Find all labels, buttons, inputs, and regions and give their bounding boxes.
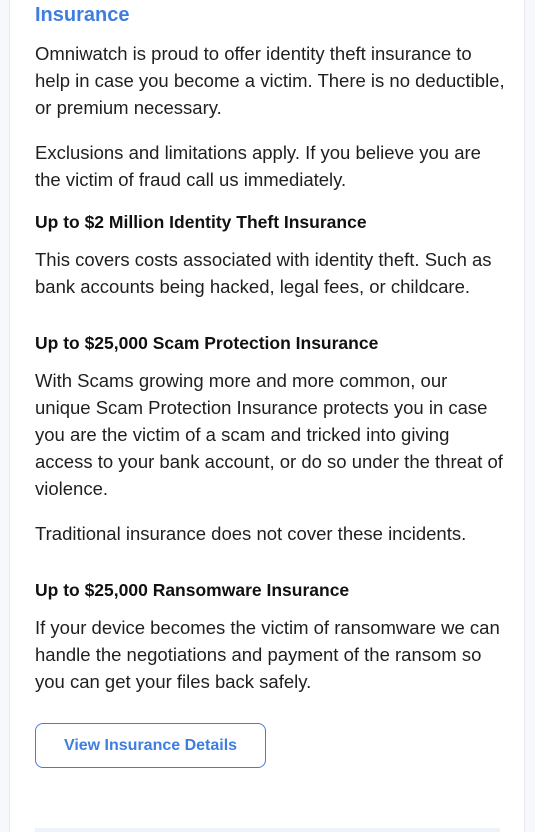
view-insurance-details-button[interactable]: View Insurance Details — [35, 723, 266, 768]
scam-protection-heading: Up to $25,000 Scam Protection Insurance — [35, 333, 379, 353]
ransomware-heading: Up to $25,000 Ransomware Insurance — [35, 580, 350, 600]
intro-paragraph: Omniwatch is proud to offer identity theft insurance to help in case you become a victim. There is no deductible, or premium necessary. — [35, 43, 505, 118]
section-title: Insurance — [35, 4, 130, 26]
identity-theft-description: This covers costs associated with identity theft. Such as bank accounts being hacked, legal fees, or childcare. — [35, 249, 492, 297]
scam-protection-description: With Scams growing more and more common, our unique Scam Protection Insurance protects you in case you are the victim of a scam and tricked into giving access to your bank account, or do so under the threat of violence. — [35, 370, 503, 499]
insurance-content — [35, 0, 505, 768]
ransomware-description: If your device becomes the victim of ransomware we can handle the negotiations and payment of the ransom so you can get your files back safely. — [35, 617, 500, 692]
scam-protection-note: Traditional insurance does not cover these incidents. — [35, 523, 467, 544]
identity-theft-heading: Up to $2 Million Identity Theft Insurance — [35, 212, 367, 232]
bottom-divider — [35, 828, 500, 832]
disclaimer-paragraph: Exclusions and limitations apply. If you believe you are the victim of fraud call us immediately. — [35, 142, 481, 190]
insurance-card — [9, 0, 525, 832]
